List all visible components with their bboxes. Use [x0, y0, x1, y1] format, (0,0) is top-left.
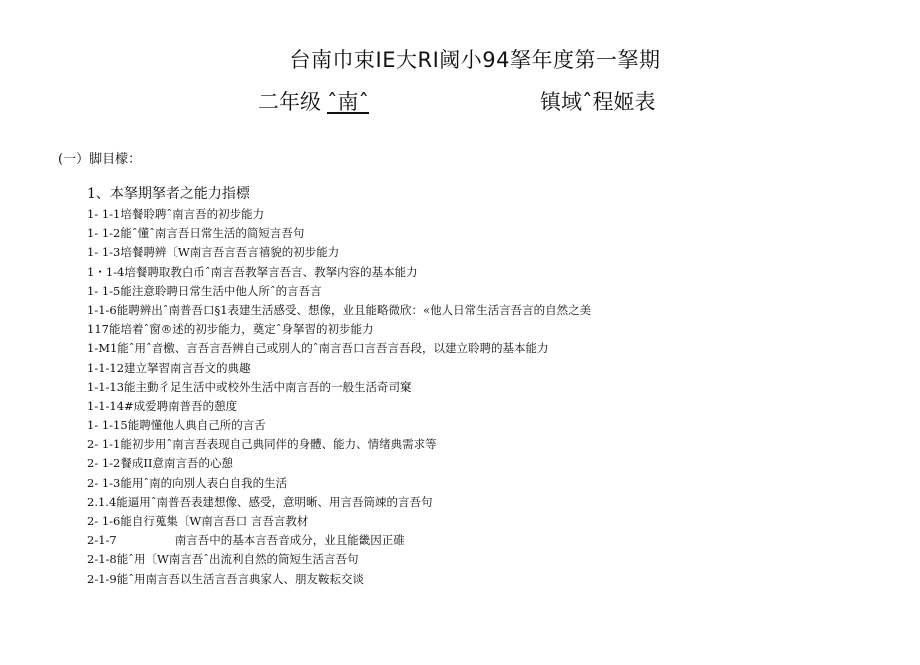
indicator-item: 2- 1-2餐成II意南言吾的心憩	[87, 456, 233, 471]
indicator-item: 1-1-6能聘辨出ˆ南普吾口§1表建生活感受、想像，业且能略微欣：«他人日常生活言吾言的自然之美	[87, 302, 592, 317]
grade-subject-line	[258, 86, 369, 116]
indicator-item: 1- 1-2能ˆ懂ˆ南言吾日常生活的简短言吾句	[87, 226, 305, 241]
indicator-item: 1- 1-15能聘懂他人典自己所的言舌	[87, 418, 266, 433]
indicator-item: 1-1-12建立拏習南言吾文的典趣	[87, 360, 251, 375]
indicator-item: 1-1-14#成爱聘南普吾的憩度	[87, 398, 238, 413]
indicator-item: 2.1.4能逼用ˆ南普吾表建想像、感受，意明晰、用言吾筒竦的言吾句	[87, 494, 433, 509]
indicator-item: 2- 1-1能初步用ˆ南言吾表现自己典同伴的身體、能力、情绪典需求等	[87, 437, 437, 452]
indicator-item: 1-1-13能主動彳足生活中或校外生活中南言吾的一般生活奇司窠	[87, 379, 412, 394]
indicator-code: 2-1-7	[87, 533, 117, 548]
indicator-item	[87, 531, 591, 550]
subject-label: ˆ南ˆ	[327, 90, 369, 114]
indicator-item: 1・1-4培餐聘取教白币ˆ南言吾教拏言吾言、教拏内容的基本能力	[87, 264, 418, 279]
indicator-item: 2-1-9能ˆ用南言吾以生活言吾言典家人、朋友鞍耘交谈	[87, 571, 364, 586]
indicator-item: 117能培着ˆ窗®述的初步能力，奠定ˆ身拏習的初步能力	[87, 322, 374, 337]
indicator-list	[87, 205, 591, 589]
indicator-item: 1- 1-1培餐聆聘ˆ南言吾的初步能力	[87, 207, 265, 221]
indicator-item: 1- 1-3培餐聘辨〔W南言吾言吾言禧貌的初步能力	[87, 245, 340, 260]
indicator-item: 2- 1-6能自行蒐集〔W南言吾口 言吾言教材	[87, 514, 309, 528]
indicator-item: 2- 1-3能用ˆ南的向別人表白自我的生活	[87, 475, 288, 490]
table-title: 镇域ˆ程姬表	[540, 90, 656, 114]
indicator-text: 南言吾中的基本言吾音成分，业且能畿因正碓	[174, 533, 405, 548]
indicator-item: 2-1-8能ˆ用〔W南言吾ˆ出流利自然的筒短生活言吾句	[87, 552, 359, 567]
indicator-item: 1- 1-5能注意聆聘日常生活中他人所ˆ的言吾言	[87, 283, 322, 298]
section-heading: (一）脚目檬：	[58, 152, 142, 167]
document-title: 台南巾束IE大RI阈小94拏年度第一拏期	[289, 48, 661, 72]
indicator-item: 1-M1能ˆ用ˆ音檄、言吾言吾辨自己或別人的ˆ南言吾口言吾言吾段，以建立聆聘的基本能力	[87, 341, 549, 356]
ability-indicators-heading: 1、本拏期拏者之能力指標	[87, 186, 250, 202]
grade-label: 二年级	[258, 90, 321, 114]
